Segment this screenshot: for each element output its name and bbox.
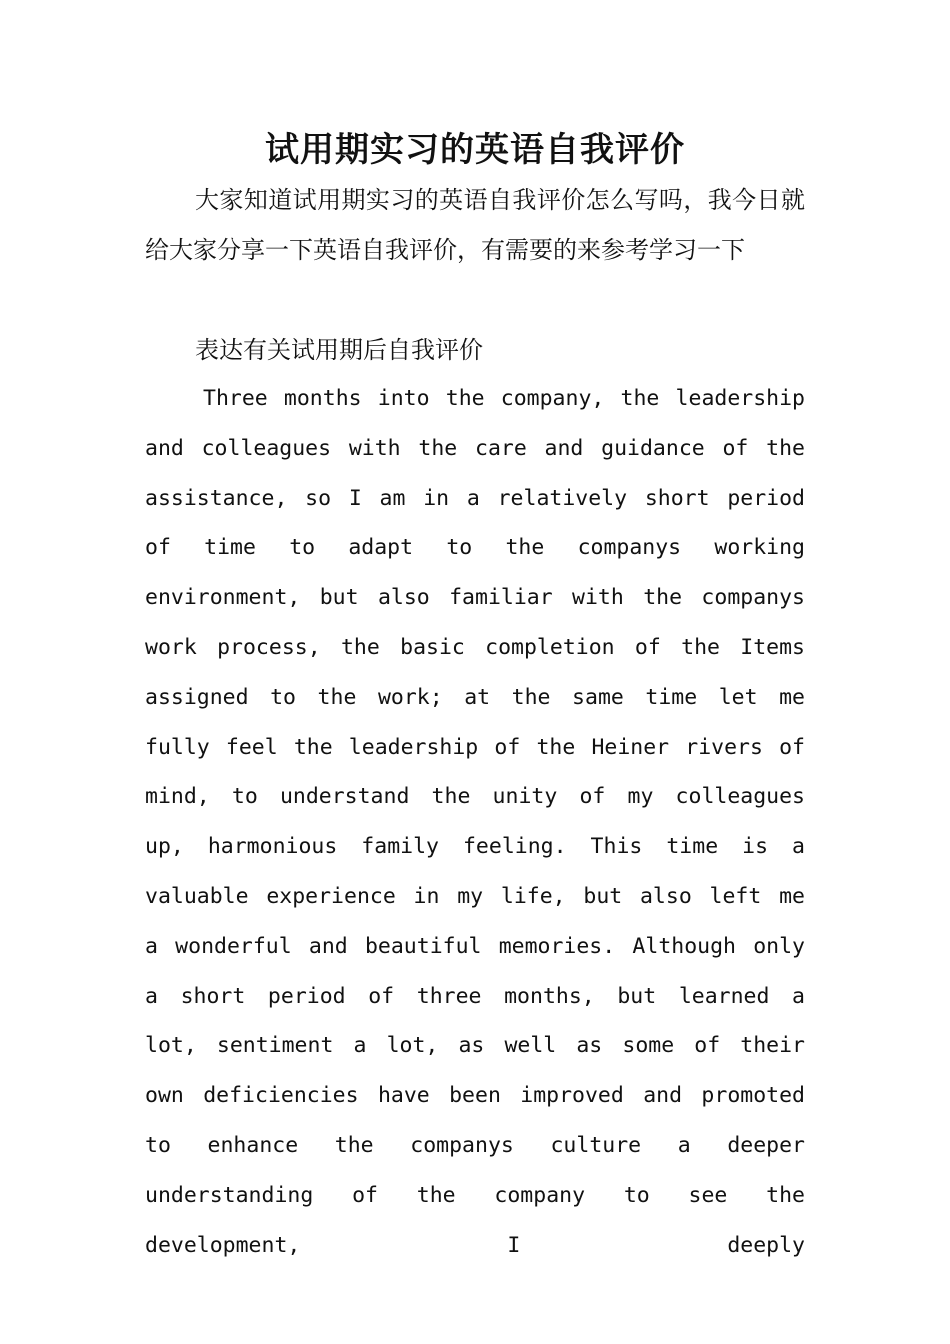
- section-heading: 表达有关试用期后自我评价: [195, 336, 483, 364]
- intro-paragraph: 大家知道试用期实习的英语自我评价怎么写吗，我今日就给大家分享一下英语自我评价，有需要的来参考学习一下: [145, 186, 805, 264]
- english-paragraph: Three months into the company, the leadership and colleagues with the care and guidance of the assistance, so I am in a relatively short period of time to adapt to the companys working environment, but also familiar with the companys work process, the basic completion of the Items assigned to the work; at the same time let me fully feel the leadership of the Heiner rivers of mind, to understand the unity of my colleagues up, harmonious family feeling. This time is a valuable experience in my life, but also left me a wonderful and beautiful memories. Although only a short period of three months, but learned a lot, sentiment a lot, as well as some of their own deficiencies have been improved and promoted to enhance the companys culture a deeper understanding of the company to see the development, I deeply: [145, 386, 805, 1258]
- page-title: 试用期实习的英语自我评价: [265, 130, 685, 170]
